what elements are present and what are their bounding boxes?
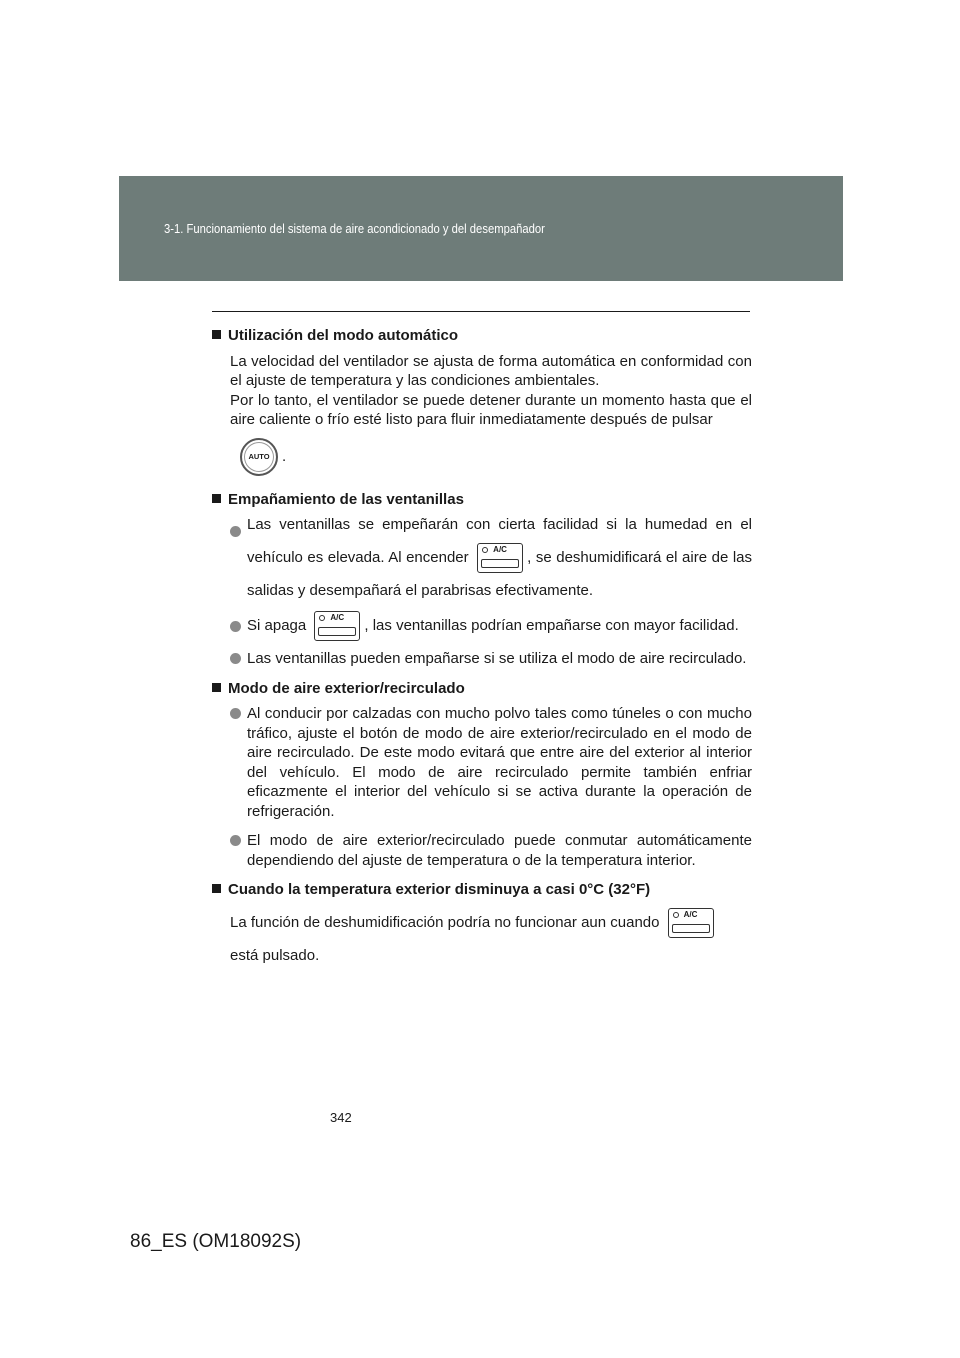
bullet-item — [230, 649, 752, 669]
bullet-text: El modo de aire exterior/recirculado puede conmutar automáticamente dependiendo del ajuste de temperatura o de la temperatura interior. — [247, 832, 752, 869]
section-heading-fogging — [212, 490, 752, 510]
top-divider — [212, 311, 750, 312]
section-heading-air-mode — [212, 679, 752, 699]
bullet-dot-icon — [230, 708, 241, 719]
paragraph-text: . — [282, 447, 287, 465]
section-title: Cuando la temperatura exterior disminuya a casi 0°C (32°F) — [228, 881, 651, 898]
chapter-section-title: 3-1. Funcionamiento del sistema de aire acondicionado y del desempañador — [164, 222, 545, 236]
bullet-dot-icon — [230, 526, 241, 537]
section-heading-auto-mode — [212, 326, 752, 346]
bullet-text: , las ventanillas podrían empañarse con mayor facilidad. — [364, 616, 739, 634]
square-bullet-icon — [212, 494, 221, 503]
paragraph-text: La velocidad del ventilador se ajusta de forma automática en conformidad con el ajuste de temperatura y las condiciones ambientales. — [230, 352, 752, 389]
auto-button-icon: AUTO — [240, 438, 278, 476]
paragraph-low-temp — [230, 906, 752, 972]
square-bullet-icon — [212, 330, 221, 339]
bullet-text: , se deshumidificará el aire de las salidas y desempañará el parabrisas efectivamente. — [247, 549, 752, 599]
page-number: 342 — [330, 1110, 352, 1125]
bullet-item — [230, 704, 752, 821]
paragraph-text: está pulsado. — [230, 946, 320, 964]
square-bullet-icon — [212, 683, 221, 692]
paragraph-text: La función de deshumidificación podría no funcionar aun cuando — [230, 913, 660, 931]
paragraph-text: Por lo tanto, el ventilador se puede detener durante un momento hasta que el aire caliente o frío esté listo para fluir inmediatamente después de pulsar — [230, 391, 752, 428]
square-bullet-icon — [212, 884, 221, 893]
document-code: 86_ES (OM18092S) — [130, 1231, 302, 1252]
section-title: Utilización del modo automático — [228, 327, 459, 344]
bullet-item — [230, 611, 752, 641]
ac-button-icon: A/C — [314, 611, 360, 641]
chapter-header-band — [119, 176, 843, 281]
bullet-dot-icon — [230, 653, 241, 664]
paragraph-auto-mode — [230, 352, 752, 476]
section-title: Empañamiento de las ventanillas — [228, 490, 464, 508]
section-heading-low-temp — [212, 880, 752, 900]
bullet-dot-icon — [230, 835, 241, 846]
section-title: Modo de aire exterior/recirculado — [228, 679, 465, 697]
bullet-dot-icon — [230, 621, 241, 632]
bullet-text: Las ventanillas se empeñarán con cierta facilidad si la humedad en el vehículo es elevada. Al encender — [247, 516, 752, 566]
bullet-text: Al conducir por calzadas con mucho polvo tales como túneles o con mucho tráfico, ajuste el botón de modo de aire exterior/recirculado en el modo de aire recirculado. De este modo evitará que entre aire del exterior al interior del vehículo. El modo de aire recirculado permite también enfriar eficazmente el interior del vehículo si se activa durante la operación de refrigeración. — [247, 705, 752, 820]
bullet-text: Las ventanillas pueden empañarse si se utiliza el modo de aire recirculado. — [247, 650, 747, 667]
bullet-item — [230, 515, 752, 607]
bullet-text: Si apaga — [247, 616, 307, 634]
bullet-item — [230, 831, 752, 870]
page-content — [212, 326, 752, 972]
ac-button-icon: A/C — [668, 908, 714, 938]
ac-button-icon: A/C — [477, 543, 523, 573]
